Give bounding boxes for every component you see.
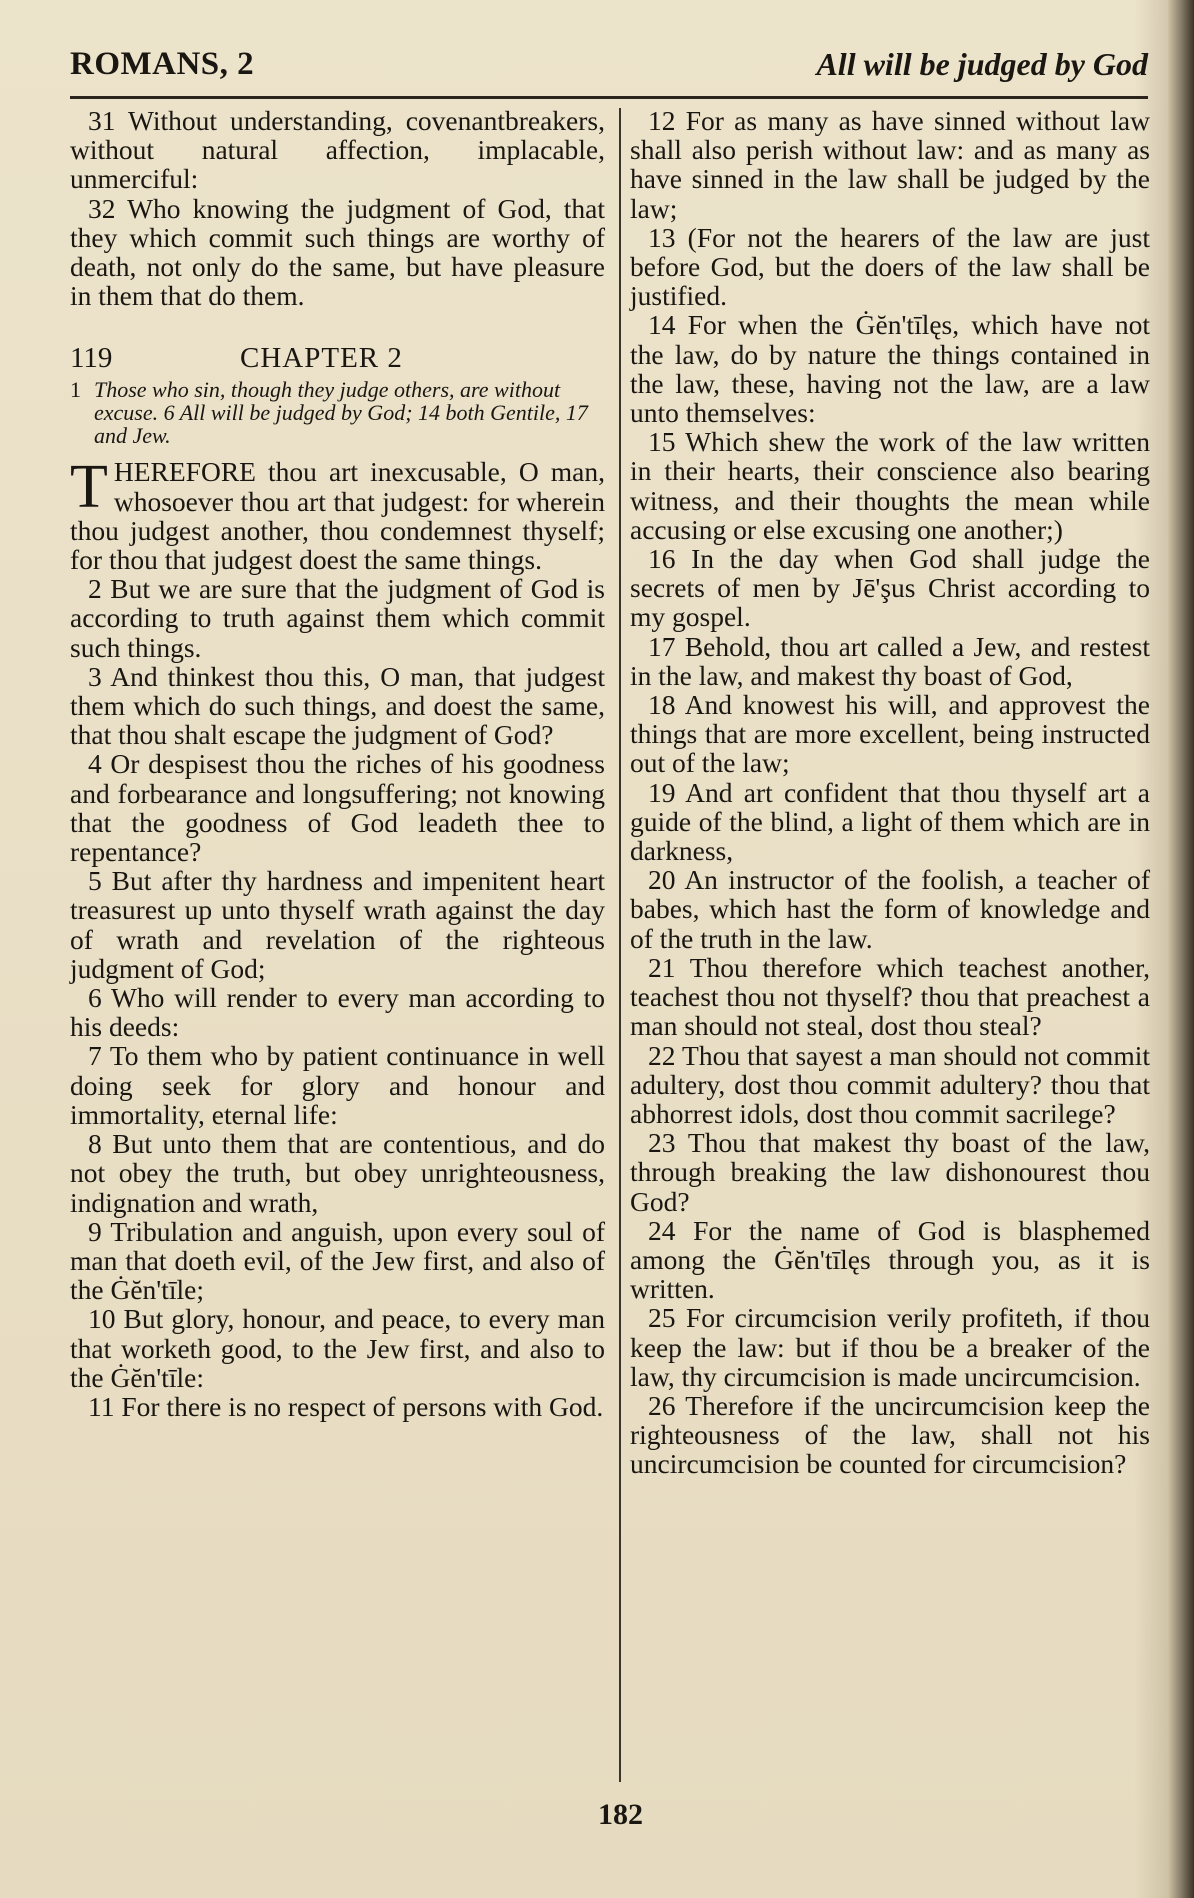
verse: 26 Therefore if the uncircumcision keep the righteousness of the law, shall not his uncircumcision be counted for circumcision? (630, 1389, 1150, 1480)
verse: 18 And knowest his will, and approvest the things that are more excellent, being instructed out of the law; (630, 689, 1150, 779)
verse: 22 Thou that sayest a man should not commit adultery, dost thou commit adultery? thou that abhorrest idols, dost thou commit sacrilege? (630, 1039, 1150, 1129)
book-chapter-header: ROMANS, 2 (70, 46, 255, 82)
verse: 20 An instructor of the foolish, a teacher of babes, which hast the form of knowledge and of the truth in the law. (630, 864, 1150, 954)
summary-text: Those who sin, though they judge others, are without excuse. 6 All will be judged by God; 14 both Gentile, 17 and Jew. (94, 377, 588, 449)
verse: 16 In the day when God shall judge the secrets of men by Jē'şus Christ according to my gospel. (630, 543, 1150, 633)
page-number: 182 (598, 1798, 643, 1831)
verse: 15 Which shew the work of the law written in their hearts, their conscience also bearing witness, and their thoughts the mean while accusing or else excusing one another;) (630, 426, 1150, 545)
verse: 5 But after thy hardness and impenitent heart treasurest up unto thyself wrath against the day of wrath and revelation of the righteous judgment of God; (70, 865, 605, 984)
header-rule (70, 96, 1148, 99)
chapter-summary (70, 378, 605, 447)
chapter-heading (70, 344, 605, 376)
verse: 8 But unto them that are contentious, and do not obey the truth, but obey unrighteousness, indignation and wrath, (70, 1128, 605, 1218)
running-title: All will be judged by God (816, 46, 1148, 82)
verse: 19 And art confident that thou thyself art a guide of the blind, a light of them which are in darkness, (630, 776, 1150, 867)
verse: 23 Thou that makest thy boast of the law, through breaking the law dishonourest thou God? (630, 1127, 1150, 1217)
chapter-title: CHAPTER 2 (240, 342, 403, 375)
verse: 6 Who will render to every man according to his deeds: (70, 982, 605, 1043)
chapter-reference-number: 119 (70, 342, 113, 375)
verse: 2 But we are sure that the judgment of God is according to truth against them which commit such things. (70, 573, 605, 663)
verse-1-text: HEREFORE thou art inexcusable, O man, whosoever thou art that judgest: for wherein thou judgest another, thou condemnest thyself; for thou that judgest doest the same things. (70, 456, 605, 576)
right-column (630, 106, 1150, 1479)
verse: 21 Thou therefore which teachest another, teachest thou not thyself? thou that preachest a man should not steal, dost thou steal? (630, 951, 1150, 1042)
verse: 3 And thinkest thou this, O man, that judgest them which do such things, and doest the same, that thou shalt escape the judgment of God? (70, 660, 605, 751)
drop-cap: T (70, 453, 108, 522)
verse: 32 Who knowing the judgment of God, that they which commit such things are worthy of death, not only do the same, but have pleasure in them that do them. (70, 192, 605, 312)
verse: 9 Tribulation and anguish, upon every soul of man that doeth evil, of the Jew first, and also of the Ġĕn'tīle; (70, 1215, 605, 1306)
verse: 17 Behold, thou art called a Jew, and restest in the law, and makest thy boast of God, (630, 630, 1150, 691)
verse: 13 (For not the hearers of the law are just before God, but the doers of the law shall be justified. (630, 221, 1150, 312)
verse: 10 But glory, honour, and peace, to every man that worketh good, to the Jew first, and also to the Ġĕn'tīle: (70, 1303, 605, 1393)
verse: 31 Without understanding, covenantbreakers, without natural affection, implacable, unmerciful: (70, 105, 605, 195)
verse: 7 To them who by patient continuance in well doing seek for glory and honour and immortality, eternal life: (70, 1040, 605, 1130)
verse: 14 For when the Ġĕn'tīlęs, which have not the law, do by nature the things contained in the law, these, having not the law, are a law unto themselves: (630, 309, 1150, 429)
verse: 4 Or despisest thou the riches of his goodness and forbearance and longsuffering; not knowing that the goodness of God leadeth thee to repentance? (70, 748, 605, 868)
column-divider (619, 108, 621, 1782)
verse: 11 For there is no respect of persons with God. (88, 1390, 604, 1422)
summary-number: 1 (70, 377, 81, 403)
page-binding-shadow (1168, 0, 1194, 1898)
verse-1 (70, 453, 605, 576)
verse: 24 For the name of God is blasphemed among the Ġĕn'tīlęs through you, as it is written. (630, 1214, 1150, 1305)
verse: 12 For as many as have sinned without law shall also perish without law: and as many as have sinned in the law shall be judged by the law; (630, 105, 1150, 224)
left-column (70, 106, 605, 1421)
verse: 25 For circumcision verily profiteth, if thou keep the law: but if thou be a breaker of the law, thy circumcision is made uncircumcision. (630, 1302, 1150, 1392)
